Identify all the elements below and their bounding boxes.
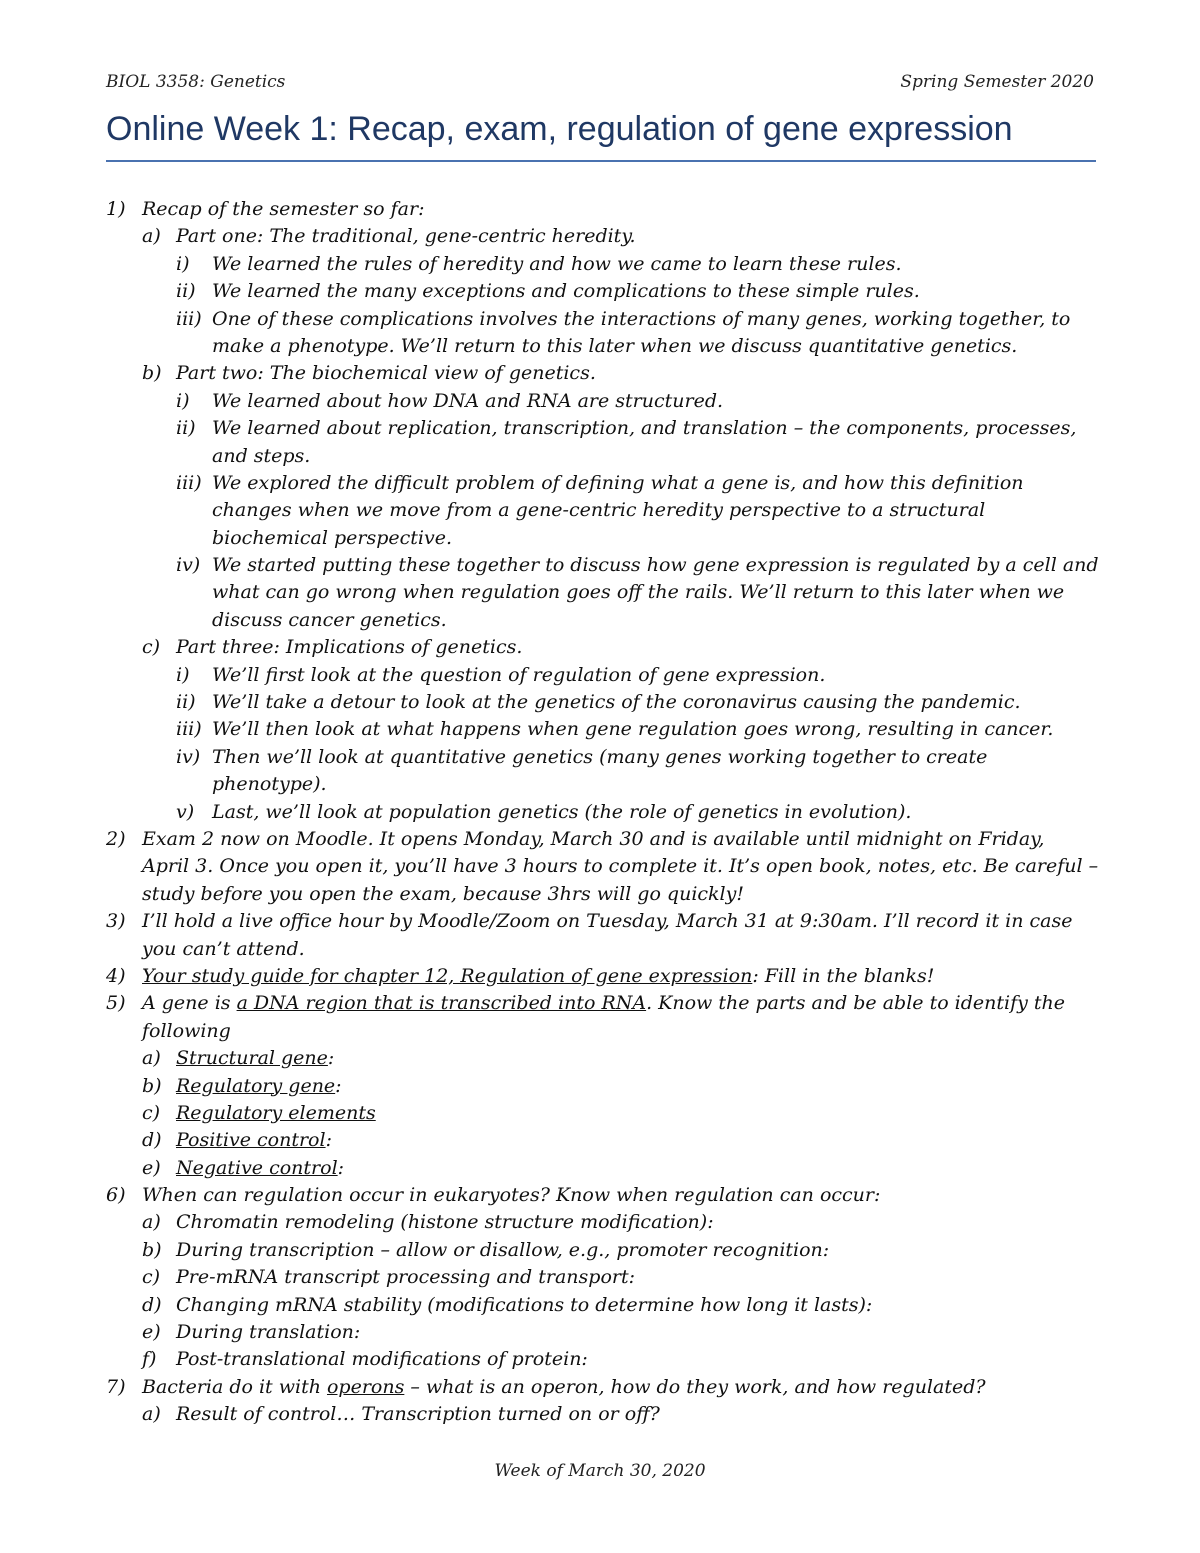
list-item: c) Pre-mRNA transcript processing and transport: — [142, 1266, 636, 1289]
list-item: a) Chromatin remodeling (histone structure modification): — [142, 1211, 714, 1234]
list-item: ii) We learned about replication, transcription, and translation – the components, processes, — [176, 417, 1077, 440]
header-semester: Spring Semester 2020 — [900, 72, 1094, 92]
list-item: 3) I’ll hold a live office hour by Moodle/Zoom on Tuesday, March 31 at 9:30am. I’ll record it in case — [106, 910, 1073, 933]
list-item: a) Structural gene: — [142, 1047, 335, 1070]
list-item: e) Negative control: — [142, 1156, 345, 1179]
list-item-continuation: study before you open the exam, because 3hrs will go quickly! — [142, 882, 745, 905]
title-divider — [106, 160, 1096, 162]
list-item: iii) We explored the difficult problem of defining what a gene is, and how this definition — [176, 471, 1024, 494]
list-item-continuation: discuss cancer genetics. — [212, 608, 447, 631]
list-item: ii) We’ll take a detour to look at the genetics of the coronavirus causing the pandemic. — [176, 691, 1021, 714]
list-item: c) Part three: Implications of genetics. — [142, 636, 523, 659]
outline-list — [0, 196, 1200, 1429]
header-course: BIOL 3358: Genetics — [106, 72, 286, 92]
term-negative-control: Negative control — [176, 1156, 338, 1179]
list-item-continuation: April 3. Once you open it, you’ll have 3 hours to complete it. It’s open book, notes, etc. Be careful – — [142, 855, 1099, 878]
term-positive-control: Positive control — [176, 1129, 326, 1152]
study-guide-link[interactable]: Your study guide for chapter 12, Regulation of gene expression — [142, 964, 753, 987]
list-item-continuation: what can go wrong when regulation goes off the rails. We’ll return to this later when we — [212, 581, 1065, 604]
list-item: 1) Recap of the semester so far: — [106, 198, 425, 220]
list-item: 2) Exam 2 now on Moodle. It opens Monday, March 30 and is available until midnight on Friday, — [106, 827, 1045, 850]
term-regulatory-elements: Regulatory elements — [176, 1101, 376, 1124]
list-item: b) Regulatory gene: — [142, 1074, 342, 1097]
list-item: i) We learned the rules of heredity and how we came to learn these rules. — [176, 252, 902, 275]
list-item: 5) A gene is a DNA region that is transcribed into RNA. Know the parts and be able to identify the — [106, 992, 1066, 1015]
list-item: i) We’ll first look at the question of regulation of gene expression. — [176, 663, 826, 686]
list-item-continuation: phenotype). — [212, 773, 327, 796]
list-item: f) Post-translational modifications of protein: — [142, 1348, 588, 1371]
list-item: iii) One of these complications involves the interactions of many genes, working together, to — [176, 307, 1071, 330]
list-item: 4) Your study guide for chapter 12, Regulation of gene expression: Fill in the blanks! — [106, 964, 935, 987]
list-item: b) During transcription – allow or disallow, e.g., promoter recognition: — [142, 1238, 830, 1261]
list-item: ii) We learned the many exceptions and complications to these simple rules. — [176, 280, 920, 303]
list-item-continuation: you can’t attend. — [142, 937, 305, 960]
list-item: iii) We’ll then look at what happens when gene regulation goes wrong, resulting in cancer. — [176, 718, 1054, 741]
list-item: e) During translation: — [142, 1321, 361, 1344]
list-item-continuation: changes when we move from a gene-centric heredity perspective to a structural — [212, 499, 986, 522]
list-item: a) Result of control… Transcription turned on or off? — [142, 1403, 660, 1426]
list-item-continuation: and steps. — [212, 444, 311, 467]
page-footer: Week of March 30, 2020 — [494, 1461, 706, 1481]
list-item: v) Last, we’ll look at population genetics (the role of genetics in evolution). — [176, 800, 912, 823]
term-regulatory-gene: Regulatory gene — [176, 1074, 336, 1097]
term-structural-gene: Structural gene — [176, 1047, 328, 1070]
list-item: iv) Then we’ll look at quantitative genetics (many genes working together to create — [176, 745, 988, 768]
list-item: 7) Bacteria do it with operons – what is an operon, how do they work, and how regulated? — [106, 1375, 986, 1398]
list-item-continuation: following — [142, 1019, 231, 1042]
gene-definition: a DNA region that is transcribed into RNA — [236, 992, 647, 1015]
list-item: a) Part one: The traditional, gene-centric heredity. — [142, 225, 636, 248]
list-item: c) Regulatory elements — [142, 1101, 376, 1124]
list-item: 6) When can regulation occur in eukaryotes? Know when regulation can occur: — [106, 1184, 881, 1207]
list-item-continuation: biochemical perspective. — [212, 526, 452, 549]
list-item: i) We learned about how DNA and RNA are structured. — [176, 389, 724, 412]
list-item: d) Positive control: — [142, 1129, 332, 1152]
page-title: Online Week 1: Recap, exam, regulation of gene expression — [106, 110, 1013, 148]
list-item-continuation: make a phenotype. We’ll return to this later when we discuss quantitative genetics. — [212, 334, 1018, 357]
list-item: iv) We started putting these together to discuss how gene expression is regulated by a cell and — [176, 554, 1099, 577]
list-item: d) Changing mRNA stability (modifications to determine how long it lasts): — [142, 1293, 873, 1316]
list-item: b) Part two: The biochemical view of genetics. — [142, 362, 596, 385]
term-operons: operons — [326, 1375, 405, 1398]
